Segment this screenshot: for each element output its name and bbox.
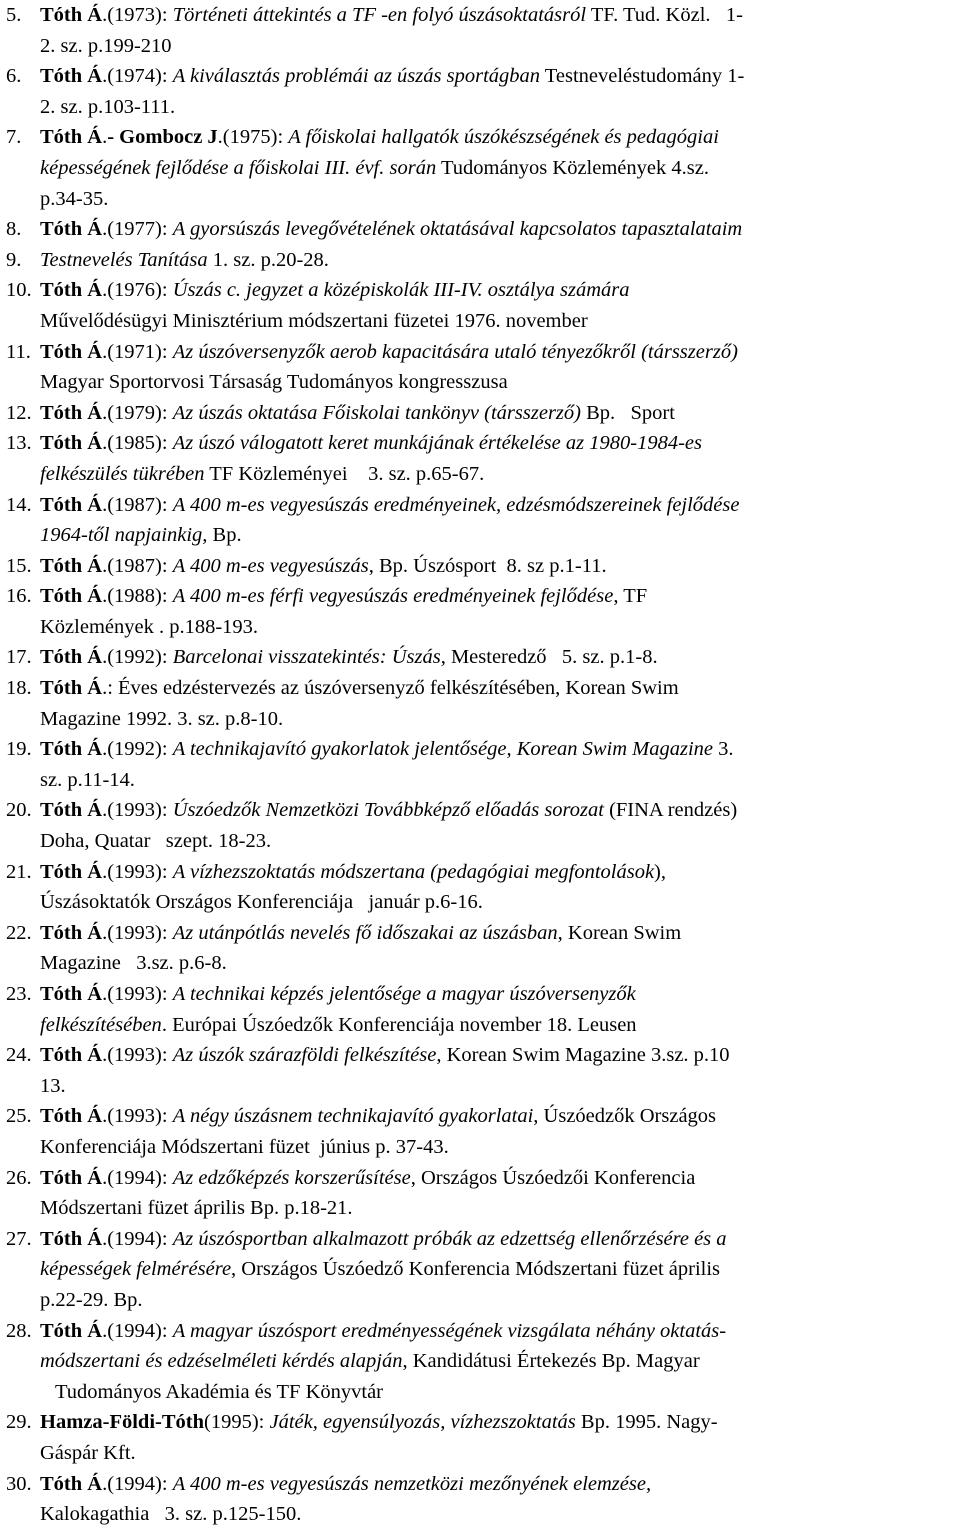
reference-continuation-line xyxy=(0,704,960,735)
reference-entry-line xyxy=(0,795,960,826)
reference-entry-line xyxy=(0,1224,960,1255)
citation-text: TF. Tud. Közl. 1- xyxy=(586,4,743,26)
reference-entry-line xyxy=(0,979,960,1010)
citation-text: , Bp. Úszósport 8. sz p.1-11. xyxy=(368,554,607,577)
reference-text xyxy=(40,1193,353,1224)
citation-text: TF Közleményei 3. sz. p.65-67. xyxy=(204,462,485,485)
reference-number: 12. xyxy=(6,401,32,424)
reference-text xyxy=(55,1377,383,1408)
reference-text xyxy=(40,92,175,123)
citation-text: . xyxy=(102,126,108,149)
reference-text xyxy=(40,765,135,796)
reference-text xyxy=(40,979,636,1010)
publication-title: Az úszósportban alkalmazott próbák az edzettség ellenőrzésére és a xyxy=(172,1227,727,1250)
reference-text xyxy=(40,1316,726,1347)
reference-continuation-line xyxy=(0,1499,960,1530)
publication-title: 1964-től napjainkig, xyxy=(40,524,208,547)
reference-text xyxy=(40,1101,716,1132)
reference-text xyxy=(40,367,508,398)
reference-continuation-line xyxy=(0,1010,960,1041)
author-name: Tóth Á xyxy=(40,983,103,1005)
publication-title: Az úszók szárazföldi felkészítése xyxy=(172,1044,437,1067)
citation-text: p.22-29. Bp. xyxy=(40,1288,143,1311)
reference-text xyxy=(40,275,630,306)
author-name: Tóth Á xyxy=(40,1227,103,1250)
author-name: Tóth Á xyxy=(40,401,103,424)
publication-title: A 400 m-es férfi vegyesúszás eredményeinek fejlődése xyxy=(172,585,614,608)
publication-title: A 400 m-es vegyesúszás xyxy=(172,554,369,577)
reference-number: 8. xyxy=(6,218,22,241)
reference-entry-line xyxy=(0,122,960,153)
reference-entry-line xyxy=(0,398,960,429)
reference-number: 17. xyxy=(6,646,32,669)
citation-text: .(1974): xyxy=(102,65,173,88)
reference-entry-line xyxy=(0,1163,960,1194)
citation-text: Közlemények . p.188-193. xyxy=(40,615,259,638)
reference-number: 25. xyxy=(6,1105,32,1128)
reference-number: 13. xyxy=(6,432,32,455)
reference-entry-line xyxy=(0,1469,960,1500)
reference-continuation-line xyxy=(0,31,960,62)
reference-text xyxy=(40,1346,700,1377)
reference-number: 11. xyxy=(6,340,31,363)
reference-entry-line xyxy=(0,214,960,245)
citation-text: , Országos Úszóedző Konferencia Módszertani füzet április xyxy=(231,1258,721,1281)
reference-number: 6. xyxy=(6,65,22,88)
publication-title: Úszás c. jegyzet a középiskolák III-IV. osztálya számára xyxy=(172,279,630,302)
reference-text xyxy=(40,61,744,92)
author-name: Tóth Á xyxy=(40,1472,103,1495)
reference-text xyxy=(40,1132,449,1163)
citation-text: .(1994): xyxy=(102,1472,173,1495)
citation-text: Doha, Quatar szept. 18-23. xyxy=(40,830,272,853)
citation-text: ), xyxy=(654,860,666,883)
reference-text xyxy=(40,948,227,979)
reference-text xyxy=(40,704,283,735)
author-name: Tóth Á xyxy=(40,646,103,669)
reference-text xyxy=(40,245,329,276)
reference-continuation-line xyxy=(0,1438,960,1469)
citation-text: Művelődésügyi Minisztérium módszertani füzetei 1976. november xyxy=(40,309,588,332)
reference-continuation-line xyxy=(0,1132,960,1163)
reference-number: 30. xyxy=(6,1472,32,1495)
citation-text: .(1993): xyxy=(102,799,173,822)
author-name: Tóth Á xyxy=(40,921,103,944)
reference-text xyxy=(40,734,734,765)
citation-text: Magyar Sportorvosi Társaság Tudományos kongresszusa xyxy=(40,371,508,394)
reference-number: 5. xyxy=(6,4,22,26)
citation-text: .(1993): xyxy=(102,921,173,944)
citation-text: Úszásoktatók Országos Konferenciája január p.6-16. xyxy=(40,891,483,914)
author-name: Tóth Á xyxy=(40,279,103,302)
reference-text xyxy=(40,520,242,551)
reference-text xyxy=(40,642,658,673)
citation-text: , Úszóedzők Országos xyxy=(533,1105,717,1128)
author-name: Tóth Á xyxy=(40,860,103,883)
citation-text: sz. p.11-14. xyxy=(40,768,135,791)
publication-title: felkészülés tükrében xyxy=(40,462,205,485)
reference-number: 14. xyxy=(6,493,32,516)
publication-title: A vízhezszoktatás módszertana (pedagógiai megfontolások xyxy=(172,860,655,883)
reference-number: 10. xyxy=(6,279,32,302)
citation-text: .(1976): xyxy=(102,279,173,302)
citation-text: Tudományos Közlemények 4.sz. xyxy=(436,156,709,179)
publication-title: A magyar úszósport eredményességének vizsgálata néhány oktatás- xyxy=(172,1319,727,1342)
publication-title: Testnevelés Tanítása xyxy=(40,248,208,271)
author-name: Tóth Á xyxy=(40,218,103,241)
reference-continuation-line xyxy=(0,153,960,184)
reference-continuation-line xyxy=(0,1254,960,1285)
citation-text: .(1977): xyxy=(102,218,173,241)
reference-text xyxy=(40,490,740,521)
author-name: Tóth Á xyxy=(40,1044,103,1067)
citation-text: p.34-35. xyxy=(40,187,109,210)
publication-title: Történeti áttekintés a TF -en folyó úszásoktatásról xyxy=(172,4,587,26)
citation-text: . Európai Úszóedzők Konferenciája november 18. Leusen xyxy=(161,1013,637,1036)
citation-text: Bp. Sport xyxy=(580,401,675,424)
reference-number: 26. xyxy=(6,1166,32,1189)
reference-continuation-line xyxy=(0,306,960,337)
publication-title: képességek felmérésére xyxy=(40,1258,232,1281)
reference-text xyxy=(40,1438,136,1469)
citation-text: Magazine 3.sz. p.6-8. xyxy=(40,952,227,975)
citation-text: Tudományos Akadémia és TF Könyvtár xyxy=(55,1380,383,1403)
publication-title: A négy úszásnem technikajavító gyakorlatai xyxy=(172,1105,534,1128)
reference-text xyxy=(40,214,742,245)
reference-continuation-line xyxy=(0,1285,960,1316)
author-name: Tóth Á xyxy=(40,1319,103,1342)
reference-entry-line xyxy=(0,1316,960,1347)
publication-title: A 400 m-es vegyesúszás eredményeinek, edzésmódszereinek fejlődése xyxy=(172,493,740,516)
publication-title: felkészítésében xyxy=(40,1013,162,1036)
citation-text: .(1988): xyxy=(102,585,173,608)
citation-text: Kalokagathia 3. sz. p.125-150. xyxy=(40,1503,302,1526)
citation-text: .(1985): xyxy=(102,432,173,455)
reference-text xyxy=(40,1224,727,1255)
reference-entry-line xyxy=(0,275,960,306)
reference-number: 27. xyxy=(6,1227,32,1250)
publication-title: Az edzőképzés korszerűsítése xyxy=(172,1166,411,1189)
author-name: Tóth Á xyxy=(40,1105,103,1128)
reference-text xyxy=(40,887,483,918)
reference-entry-line xyxy=(0,1040,960,1071)
citation-text: Bp. 1995. Nagy- xyxy=(575,1411,718,1434)
author-name: Tóth Á xyxy=(40,1166,103,1189)
reference-text xyxy=(40,153,709,184)
reference-number: 21. xyxy=(6,860,32,883)
citation-text: .(1993): xyxy=(102,1105,173,1128)
reference-number: 29. xyxy=(6,1411,32,1434)
citation-text: .(1973): xyxy=(102,4,173,26)
reference-continuation-line xyxy=(0,92,960,123)
reference-text xyxy=(40,1285,143,1316)
publication-title: A főiskolai hallgatók úszókészségének és pedagógiai xyxy=(288,126,719,149)
reference-entry-line xyxy=(0,428,960,459)
reference-entry-line xyxy=(0,673,960,704)
citation-text: Konferenciája Módszertani füzet június p. 37-43. xyxy=(40,1135,449,1158)
citation-text: 2. sz. p.199-210 xyxy=(40,34,172,57)
reference-text xyxy=(40,795,737,826)
reference-text xyxy=(40,673,679,704)
reference-text xyxy=(40,184,108,215)
author-name: Tóth Á xyxy=(40,432,103,455)
citation-text: , TF xyxy=(613,585,648,608)
reference-text xyxy=(40,857,666,888)
citation-text: .(1993): xyxy=(102,983,173,1005)
reference-entry-line xyxy=(0,734,960,765)
reference-entry-line xyxy=(0,0,960,31)
publication-title: Úszóedzők Nemzetközi Továbbképző előadás sorozat xyxy=(172,799,604,822)
publication-title: képességének fejlődése a főiskolai III. évf. során xyxy=(40,156,437,179)
publication-title: Az úszóversenyzők aerob kapacitására utaló tényezőkről (társszerző) xyxy=(172,340,738,363)
citation-text: , Kandidátusi Értekezés Bp. Magyar xyxy=(402,1350,700,1373)
citation-text: (FINA rendzés) xyxy=(603,799,738,822)
reference-entry-line xyxy=(0,581,960,612)
publication-title: A gyorsúszás levegővételének oktatásával kapcsolatos tapasztalataim xyxy=(172,218,743,241)
citation-text: .(1993): xyxy=(102,860,173,883)
citation-text: Módszertani füzet április Bp. p.18-21. xyxy=(40,1197,353,1220)
citation-text: .: Éves edzéstervezés az úszóversenyző felkészítésében, Korean Swim xyxy=(102,677,679,700)
reference-text xyxy=(40,1469,651,1500)
author-name: - Gombocz J xyxy=(107,126,218,149)
reference-text xyxy=(40,1071,66,1102)
author-name: Tóth Á xyxy=(40,493,103,516)
reference-number: 28. xyxy=(6,1319,32,1342)
publication-title: Barcelonai visszatekintés: Úszás xyxy=(172,646,441,669)
citation-text: , Országos Úszóedzői Konferencia xyxy=(410,1166,696,1189)
author-name: Tóth Á xyxy=(40,340,103,363)
publication-title: Az úszás oktatása Főiskolai tankönyv (társszerző) xyxy=(172,401,581,424)
reference-text xyxy=(40,459,484,490)
citation-text: .(1994): xyxy=(102,1227,173,1250)
citation-text: , Korean Swim Magazine 3.sz. p.10 xyxy=(436,1044,730,1067)
citation-text: .(1975): xyxy=(217,126,289,149)
reference-text xyxy=(40,428,702,459)
author-name: Tóth Á xyxy=(40,554,103,577)
reference-continuation-line xyxy=(0,459,960,490)
reference-continuation-line xyxy=(0,887,960,918)
reference-entry-line xyxy=(0,642,960,673)
reference-text xyxy=(40,1499,301,1530)
reference-continuation-line xyxy=(0,367,960,398)
author-name: Tóth Á xyxy=(40,4,103,26)
reference-number: 20. xyxy=(6,799,32,822)
reference-text xyxy=(40,551,607,582)
author-name: Tóth Á xyxy=(40,677,103,700)
reference-number: 18. xyxy=(6,677,32,700)
reference-number: 19. xyxy=(6,738,32,761)
citation-text: .(1994): xyxy=(102,1166,173,1189)
author-name: Tóth Á xyxy=(40,799,103,822)
publication-title: Az utánpótlás nevelés fő időszakai az úszásban xyxy=(172,921,558,944)
reference-continuation-line xyxy=(0,765,960,796)
reference-number: 15. xyxy=(6,554,32,577)
citation-text: Gáspár Kft. xyxy=(40,1441,136,1464)
reference-number: 9. xyxy=(6,248,22,271)
reference-entry-line xyxy=(0,1101,960,1132)
author-name: Tóth Á xyxy=(40,585,103,608)
reference-entry-line xyxy=(0,61,960,92)
reference-text xyxy=(40,581,647,612)
citation-text: .(1993): xyxy=(102,1044,173,1067)
citation-text: .(1992): xyxy=(102,646,173,669)
reference-entry-line xyxy=(0,1407,960,1438)
reference-number: 16. xyxy=(6,585,32,608)
reference-text xyxy=(40,918,681,949)
reference-text xyxy=(40,122,719,153)
reference-continuation-line xyxy=(0,612,960,643)
reference-text xyxy=(40,1010,637,1041)
reference-continuation-line xyxy=(0,1346,960,1377)
reference-text xyxy=(40,1163,695,1194)
reference-continuation-line xyxy=(0,1377,960,1408)
reference-continuation-line xyxy=(0,184,960,215)
citation-text: (1995): xyxy=(204,1411,270,1434)
publication-title: A technikajavító gyakorlatok jelentősége, Korean Swim Magazine xyxy=(172,738,713,761)
reference-continuation-line xyxy=(0,826,960,857)
citation-text: , Korean Swim xyxy=(557,921,682,944)
reference-text xyxy=(40,1254,720,1285)
reference-text xyxy=(40,1407,718,1438)
citation-text: 13. xyxy=(40,1074,66,1097)
reference-continuation-line xyxy=(0,1193,960,1224)
publication-title: A 400 m-es vegyesúszás nemzetközi mezőnyének elemzése, xyxy=(172,1472,652,1495)
reference-entry-line xyxy=(0,245,960,276)
author-name: Tóth Á xyxy=(40,738,103,761)
author-name: Hamza-Földi-Tóth xyxy=(40,1411,204,1434)
citation-text: , Mesteredző 5. sz. p.1-8. xyxy=(440,646,658,669)
reference-text xyxy=(40,398,675,429)
reference-number: 24. xyxy=(6,1044,32,1067)
publication-title: A kiválasztás problémái az úszás sportágban xyxy=(172,65,541,88)
reference-continuation-line xyxy=(0,948,960,979)
reference-text xyxy=(40,306,588,337)
reference-text xyxy=(40,0,743,31)
reference-text xyxy=(40,1040,730,1071)
reference-entry-line xyxy=(0,918,960,949)
citation-text: Bp. xyxy=(207,524,242,547)
publication-title: módszertani és edzéselméleti kérdés alapján xyxy=(40,1350,403,1373)
citation-text: .(1979): xyxy=(102,401,173,424)
citation-text: .(1992): xyxy=(102,738,173,761)
reference-continuation-line xyxy=(0,1071,960,1102)
publication-title: Az úszó válogatott keret munkájának értékelése az 1980-1984-es xyxy=(172,432,702,455)
citation-text: .(1987): xyxy=(102,493,173,516)
citation-text: 3. xyxy=(713,738,734,761)
citation-text: Magazine 1992. 3. sz. p.8-10. xyxy=(40,707,284,730)
publication-title: A technikai képzés jelentősége a magyar úszóversenyzők xyxy=(172,983,636,1005)
citation-text: .(1994): xyxy=(102,1319,173,1342)
author-name: Tóth Á xyxy=(40,126,103,149)
author-name: Tóth Á xyxy=(40,65,103,88)
reference-text xyxy=(40,337,738,368)
reference-text xyxy=(40,31,172,62)
reference-entry-line xyxy=(0,490,960,521)
reference-text xyxy=(40,826,271,857)
citation-text: 2. sz. p.103-111. xyxy=(40,95,176,118)
reference-number: 7. xyxy=(6,126,22,149)
citation-text: Testneveléstudomány 1- xyxy=(540,65,745,88)
reference-entry-line xyxy=(0,857,960,888)
citation-text: 1. sz. p.20-28. xyxy=(207,248,329,271)
reference-number: 22. xyxy=(6,921,32,944)
citation-text: .(1987): xyxy=(102,554,173,577)
reference-entry-line xyxy=(0,551,960,582)
reference-number: 23. xyxy=(6,983,32,1005)
citation-text: .(1971): xyxy=(102,340,173,363)
reference-text xyxy=(40,612,258,643)
publication-title: Játék, egyensúlyozás, vízhezszoktatás xyxy=(269,1411,576,1434)
reference-continuation-line xyxy=(0,520,960,551)
reference-entry-line xyxy=(0,337,960,368)
